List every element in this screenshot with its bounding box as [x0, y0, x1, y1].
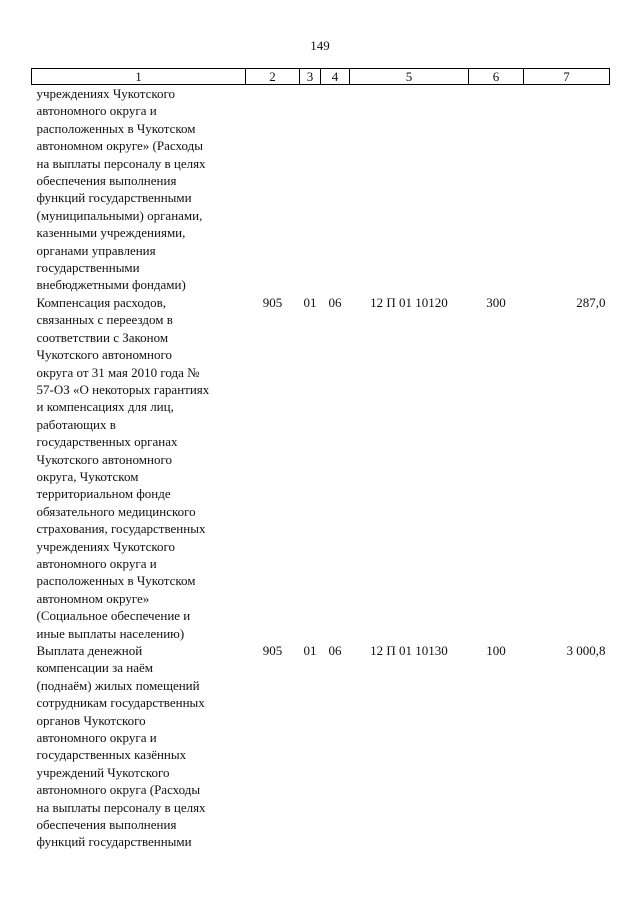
name-line: автономного округа и — [36, 730, 157, 746]
cell-subsection — [321, 85, 350, 294]
table-body — [32, 85, 610, 851]
name-line: Компенсация расходов, — [36, 294, 167, 310]
name-line: соответствии с Законом — [36, 329, 169, 345]
name-line: автономного округа (Расходы — [36, 782, 201, 798]
name-line: расположенных в Чукотском — [36, 120, 196, 136]
name-line: автономного округа и — [36, 103, 157, 119]
name-line: на выплаты персоналу в целях — [36, 155, 206, 171]
name-line: иные выплаты населению) — [36, 625, 185, 641]
name-line: округа от 31 мая 2010 года № — [36, 364, 200, 380]
cell-subsection: 06 — [328, 294, 342, 310]
header-col-7: 7 — [524, 69, 610, 85]
name-line: сотрудникам государственных — [36, 695, 205, 711]
cell-section: 01 — [303, 643, 317, 658]
name-line: государственных казённых — [36, 747, 187, 763]
name-line: учреждениях Чукотского — [36, 538, 176, 554]
cell-admin-code — [246, 85, 300, 294]
name-line: работающих в — [36, 416, 116, 432]
header-col-6: 6 — [469, 69, 524, 85]
header-col-3: 3 — [300, 69, 321, 85]
name-line: учреждениях Чукотского — [36, 86, 176, 101]
name-line: казенными учреждениями, — [36, 225, 186, 241]
name-line: территориальном фонде — [36, 486, 171, 502]
name-line: автономном округе» (Расходы — [36, 138, 203, 154]
name-line: 57-ОЗ «О некоторых гарантиях — [36, 381, 210, 397]
cell-target-article: 12 П 01 10120 — [370, 294, 448, 310]
name-line: (поднаём) жилых помещений — [36, 677, 200, 693]
name-line: Чукотского автономного — [36, 451, 172, 467]
cell-name — [32, 294, 246, 642]
cell-amount — [524, 85, 610, 294]
name-line: Выплата денежной — [36, 643, 143, 658]
name-line: расположенных в Чукотском — [36, 573, 196, 589]
cell-amount: 287,0 — [576, 294, 606, 310]
cell-admin-code: 905 — [262, 643, 283, 658]
name-line: и компенсациях для лиц, — [36, 399, 174, 415]
name-line: Чукотского автономного — [36, 347, 172, 363]
name-line: страхования, государственных — [36, 521, 206, 537]
name-line: автономного округа и — [36, 555, 157, 571]
cell-name — [32, 85, 246, 294]
cell-expense-type: 300 — [486, 294, 506, 310]
header-col-1: 1 — [32, 69, 246, 85]
header-col-4: 4 — [321, 69, 350, 85]
name-line: функций государственными — [36, 190, 192, 206]
table-row — [32, 294, 610, 642]
table-header — [32, 69, 610, 85]
cell-expense-type — [469, 85, 524, 294]
cell-name — [32, 642, 246, 851]
name-line: органов Чукотского — [36, 712, 146, 728]
cell-target-article: 12 П 01 10130 — [370, 643, 448, 658]
cell-admin-code: 905 — [262, 294, 283, 310]
name-line: на выплаты персоналу в целях — [36, 799, 206, 815]
cell-amount: 3 000,8 — [566, 643, 606, 658]
table-row — [32, 85, 610, 294]
name-line: обязательного медицинского — [36, 503, 196, 519]
header-row — [32, 69, 610, 85]
name-line: связанных с переездом в — [36, 312, 173, 328]
name-line: функций государственными — [36, 834, 192, 850]
name-line: (Социальное обеспечение и — [36, 608, 191, 624]
name-line: внебюджетными фондами) — [36, 277, 186, 293]
name-line: обеспечения выполнения — [36, 817, 177, 833]
name-line: учреждений Чукотского — [36, 764, 170, 780]
name-line: округа, Чукотском — [36, 468, 139, 484]
name-line: обеспечения выполнения — [36, 173, 177, 189]
cell-subsection: 06 — [328, 643, 342, 658]
cell-expense-type: 100 — [486, 643, 506, 658]
header-col-2: 2 — [246, 69, 300, 85]
name-line: государственными — [36, 260, 140, 276]
budget-table — [31, 68, 610, 851]
name-line: государственных органах — [36, 434, 178, 450]
header-col-5: 5 — [350, 69, 469, 85]
name-line: компенсации за наём — [36, 660, 154, 676]
cell-section: 01 — [303, 294, 317, 310]
name-line: автономном округе» — [36, 590, 150, 606]
table-row — [32, 642, 610, 851]
page-number: 149 — [310, 38, 330, 53]
name-line: (муниципальными) органами, — [36, 207, 203, 223]
cell-section — [300, 85, 321, 294]
name-line: органами управления — [36, 242, 156, 258]
cell-target-article — [350, 85, 469, 294]
